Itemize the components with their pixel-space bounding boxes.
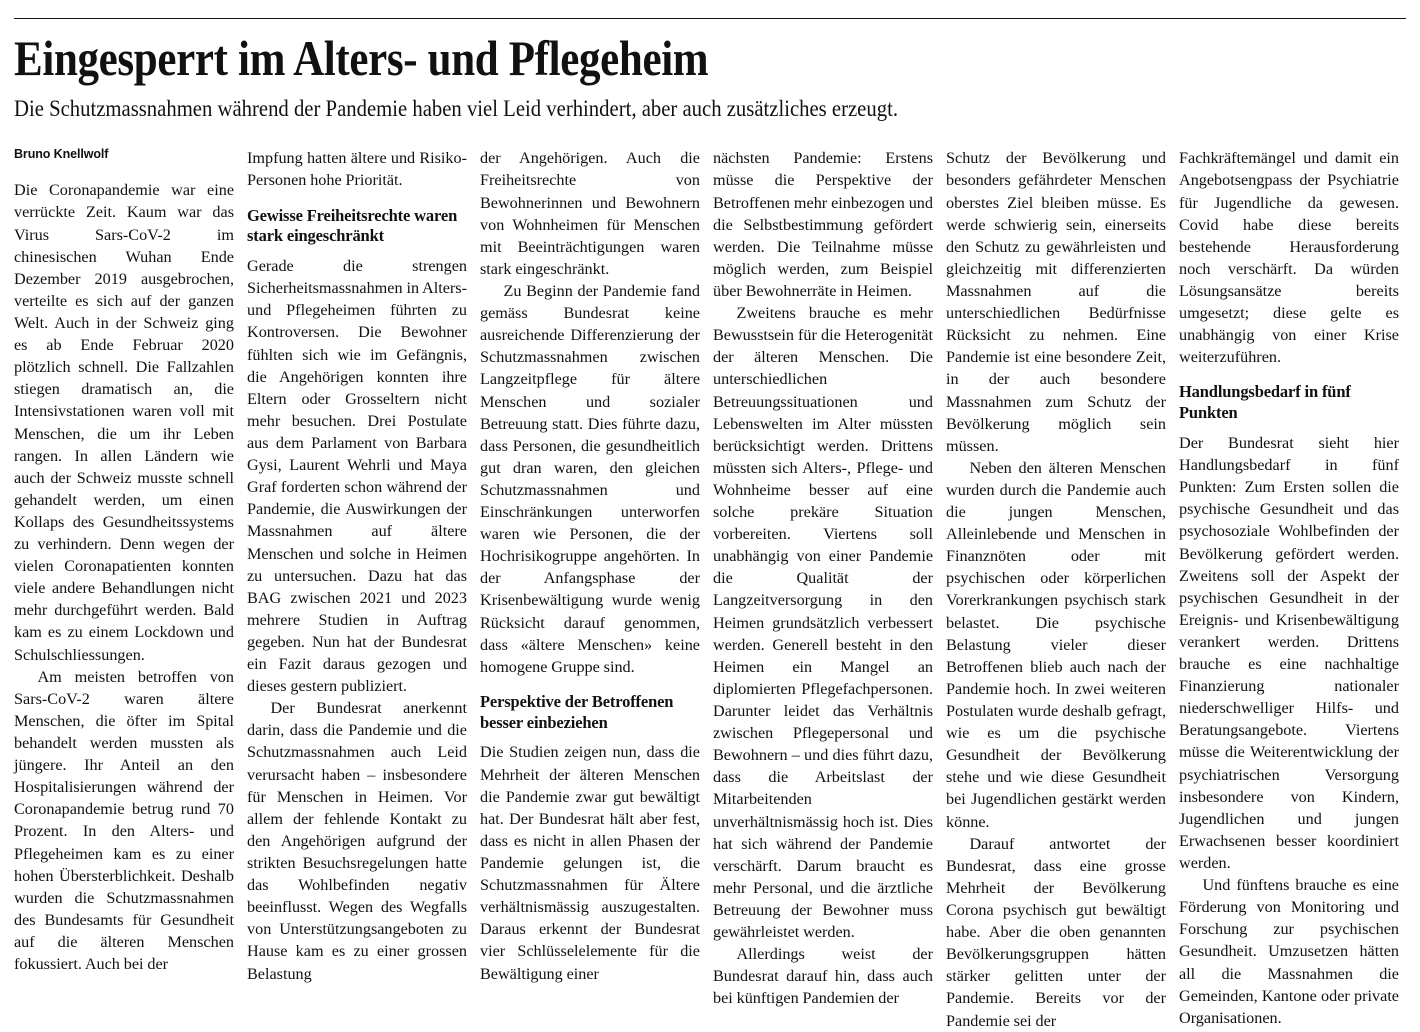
- article-column-4: [713, 147, 933, 1009]
- paragraph: Zweitens brauche es mehr Bewusstsein für die Heterogenität der älteren Menschen. Die unterschiedlichen Betreuungssituationen und Lebenswelten im Alter müssten berücksichtigt werden. Drittens müssten sich Alters-, Pflege- und Wohnheime besser auf eine solche prekäre Situation vorbereiten. Viertens soll unabhängig von einer Pandemie die Qualität der Langzeitversorgung in den Heimen grundsätzlich verbessert werden. Generell besteht in den Heimen ein Mangel an diplomierten Pflegefachpersonen. Darunter leidet das Verhältnis zwischen Pflegepersonal und Bewohnern – und dies führt dazu, dass die Arbeitslast der Mitarbeitenden unverhältnismässig hoch ist. Dies hat sich während der Pandemie verschärft. Darum braucht es mehr Personal, und die ärztliche Betreuung der Bewohner muss gewährleistet werden.: [713, 304, 933, 942]
- paragraph: Die Studien zeigen nun, dass die Mehrheit der älteren Menschen die Pandemie zwar gut bewältigt hat. Der Bundesrat hält aber fest, dass es nicht in allen Phasen der Pandemie gelungen ist, die Schutzmassnahmen für Ältere verhältnismässig auszugestalten. Daraus erkennt der Bundesrat vier Schlüsselelemente für die Bewältigung einer: [480, 743, 700, 983]
- paragraph: Fachkräftemängel und damit ein Angebotsengpass der Psychiatrie für Jugendliche da gewesen. Covid habe diese bereits bestehende Herausforderung noch verschärft. Da würden Lösungsansätze bereits umgesetzt; diese gelte es unabhängig von einer Krise weiterzuführen.: [1179, 149, 1399, 367]
- article-lead: Die Schutzmassnahmen während der Pandemie haben viel Leid verhindert, aber auch zusätzliches erzeugt.: [14, 96, 898, 121]
- article-column-1: [14, 147, 234, 975]
- newspaper-article-page: [0, 18, 1420, 1030]
- paragraph: Und fünftens brauche es eine Förderung von Monitoring und Forschung zur psychischen Gesundheit. Umzusetzen hätten all die Massnahmen die Gemeinden, Kantone oder private Organisationen.: [1179, 876, 1399, 1027]
- section-heading-handlungsbedarf: Handlungsbedarf in fünf Punkten: [1179, 382, 1351, 423]
- paragraph: Allerdings weist der Bundesrat darauf hin, dass auch bei künftigen Pandemien der: [713, 945, 933, 1008]
- paragraph: Darauf antwortet der Bundesrat, dass eine grosse Mehrheit der Bevölkerung Corona psychisch gut bewältigt habe. Aber die oben genannten Bevölkerungsgruppen hätten stärker gelitten unter der Pandemie. Bereits vor der Pandemie sei der: [946, 834, 1166, 1030]
- paragraph: Die Coronapandemie war eine verrückte Zeit. Kaum war das Virus Sars-CoV-2 im chinesischen Wuhan Ende Dezember 2019 ausgebrochen, verteilte es sich auf der ganzen Welt. Auch in der Schweiz ging es ab Ende Februar 2020 plötzlich schnell. Die Fallzahlen stiegen dramatisch an, die Intensivstationen waren voll mit Menschen, die um ihr Leben rangen. In allen Ländern wie auch der Schweiz musste schnell gehandelt werden, um einen Kollaps des Gesundheitssystems zu verhindern. Denn wegen der vielen Coronapatienten konnten viele andere Behandlungen nicht mehr durchgeführt werden. Bald kam es zu einem Lockdown und Schulschliessungen.: [14, 181, 234, 664]
- article-column-5: [946, 147, 1166, 1031]
- top-divider-rule: [14, 18, 1406, 19]
- section-heading-freiheitsrechte: Gewisse Freiheitsrechte waren stark eingeschränkt: [247, 205, 458, 246]
- paragraph: Schutz der Bevölkerung und besonders gefährdeter Menschen oberstes Ziel bleiben müsse. Es werde schwierig sein, einerseits den Schutz zu gewährleisten und gleichzeitig mit differenzierten Massnahmen auf die unterschiedlichen Bedürfnisse Rücksicht zu nehmen. Eine Pandemie ist eine besondere Zeit, in der auch besondere Massnahmen zum Schutz der Bevölkerung möglich sein müssen.: [946, 149, 1166, 455]
- paragraph: Impfung hatten ältere und Risiko-Personen hohe Priorität.: [247, 149, 467, 190]
- page-title: Eingesperrt im Alters- und Pflegeheim: [14, 30, 709, 86]
- section-heading-perspektive: Perspektive der Betroffenen besser einbeziehen: [480, 691, 674, 732]
- paragraph: Gerade die strengen Sicherheitsmassnahmen in Alters- und Pflegeheimen führten zu Kontroversen. Die Bewohner fühlten sich wie im Gefängnis, die Angehörigen konnten ihre Eltern oder Grosseltern nicht mehr besuchen. Drei Postulate aus dem Parlament von Barbara Gysi, Laurent Wehrli und Maya Graf forderten schon während der Pandemie, die Auswirkungen der Massnahmen auf ältere Menschen und solche in Heimen zu untersuchen. Dazu hat das BAG zwischen 2021 und 2023 mehrere Studien in Auftrag gegeben. Nun hat der Bundesrat ein Fazit daraus gezogen und dieses gestern publiziert.: [247, 257, 467, 696]
- paragraph: Der Bundesrat sieht hier Handlungsbedarf in fünf Punkten: Zum Ersten sollen die psychische Gesundheit und das psychosoziale Wohlbefinden der Bevölkerung gefördert werden. Zweitens soll der Aspekt der psychischen Gesundheit in der Ereignis- und Krisenbewältigung verankert werden. Drittens brauche es eine nachhaltige Finanzierung nationaler niederschwelliger Hilfs- und Beratungsangebote. Viertens müsse die Weiterentwicklung der psychiatrischen Versorgung insbesondere von Kindern, Jugendlichen und jungen Erwachsenen besser koordiniert werden.: [1179, 433, 1399, 873]
- article-body-columns: [14, 147, 1406, 1031]
- article-column-2: [247, 147, 467, 984]
- author-byline: Bruno Knellwolf: [14, 147, 109, 162]
- paragraph: Neben den älteren Menschen wurden durch die Pandemie auch die jungen Menschen, Alleinlebende und Menschen in Finanznöten oder mit psychischen oder körperlichen Vorerkrankungen psychisch stark belastet. Die psychische Belastung vieler dieser Betroffenen blieb auch nach der Pandemie hoch. In zwei weiteren Postulaten wurde deshalb gefragt, wie es um die psychische Gesundheit der Bevölkerung stehe und wie diese Gesundheit bei Jugendlichen gestärkt werden könne.: [946, 458, 1166, 831]
- article-column-3: [480, 147, 700, 984]
- paragraph: der Angehörigen. Auch die Freiheitsrechte von Bewohnerinnen und Bewohnern von Wohnheimen für Menschen mit Beeinträchtigungen waren stark eingeschränkt.: [480, 149, 700, 278]
- paragraph: nächsten Pandemie: Erstens müsse die Perspektive der Betroffenen mehr einbezogen und die Selbstbestimmung gefördert werden. Die Teilnahme müsse möglich werden, zum Beispiel über Bewohnerräte in Heimen.: [713, 149, 933, 300]
- paragraph: Am meisten betroffen von Sars-CoV-2 waren ältere Menschen, die öfter im Spital behandelt werden mussten als jüngere. Ihr Anteil an den Hospitalisierungen während der Coronapandemie betrug rund 70 Prozent. In den Alters- und Pflegeheimen kam es zu einer hohen Übersterblichkeit. Deshalb wurden die Schutzmassnahmen des Bundesamts für Gesundheit auf die älteren Menschen fokussiert. Auch bei der: [14, 667, 234, 974]
- article-column-6: [1179, 147, 1399, 1029]
- paragraph: Zu Beginn der Pandemie fand gemäss Bundesrat keine ausreichende Differenzierung der Schutzmassnahmen zwischen Langzeitpflege für ältere Menschen und sozialer Betreuung statt. Dies führte dazu, dass Personen, die gesundheitlich gut dran waren, den gleichen Schutzmassnahmen und Einschränkungen unterworfen waren wie Personen, die der Hochrisikogruppe angehörten. In der Anfangsphase der Krisenbewältigung wurde wenig Rücksicht darauf genommen, dass «ältere Menschen» keine homogene Gruppe sind.: [480, 281, 700, 676]
- paragraph: Der Bundesrat anerkennt darin, dass die Pandemie und die Schutzmassnahmen auch Leid verursacht haben – insbesondere für Menschen in Heimen. Vor allem der fehlende Kontakt zu den Angehörigen aufgrund der strikten Besuchsregelungen hatte das Wohlbefinden negativ beeinflusst. Wegen des Wegfalls von Unterstützungsangeboten zu Hause kam es zu einer grossen Belastung: [247, 699, 467, 983]
